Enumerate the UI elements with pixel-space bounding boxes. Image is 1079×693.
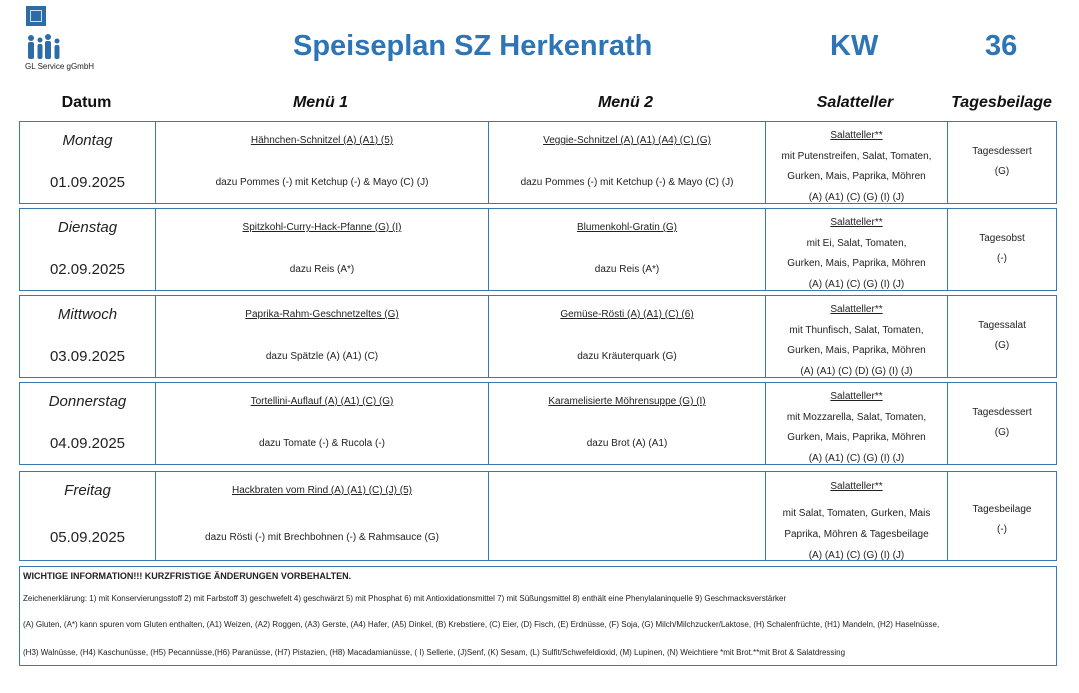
menu1-dish: Tortellini-Auflauf (A) (A1) (C) (G): [250, 396, 394, 407]
day-name: Dienstag: [57, 219, 118, 236]
menu1-dish: Hackbraten vom Rind (A) (A1) (C) (J) (5): [231, 485, 413, 496]
salad-line: mit Thunfisch, Salat, Tomaten,: [789, 324, 924, 336]
day-date: 04.09.2025: [49, 435, 126, 452]
menu1-side: dazu Tomate (-) & Rucola (-): [259, 438, 385, 449]
day-date: 05.09.2025: [49, 529, 126, 546]
salad-line: mit Ei, Salat, Tomaten,: [806, 237, 907, 249]
extra-allergens: (G): [994, 166, 1010, 177]
salad-title: Salatteller**: [830, 304, 883, 315]
week-number: 36: [985, 30, 1018, 62]
column-header-salad: Salatteller: [816, 94, 894, 111]
menu2-side: dazu Brot (A) (A1): [586, 438, 668, 449]
menu2-dish: Gemüse-Rösti (A) (A1) (C) (6): [560, 309, 694, 320]
menu2-side: dazu Kräuterquark (G): [577, 351, 677, 362]
salad-line: (A) (A1) (C) (G) (I) (J): [808, 278, 905, 290]
extra-allergens: (G): [994, 340, 1010, 351]
salad-cell: [765, 296, 947, 377]
menu2-dish: Blumenkohl-Gratin (G): [576, 222, 678, 233]
menu2-cell: [488, 122, 765, 203]
menu2-cell: [488, 383, 765, 464]
extra-name: Tagesdessert: [972, 407, 1032, 418]
salad-line: mit Putenstreifen, Salat, Tomaten,: [781, 150, 932, 162]
day-name: Montag: [62, 132, 113, 149]
info-line: (H3) Walnüsse, (H4) Kaschunüsse, (H5) Pecannüsse,(H6) Paranüsse, (H7) Pistazien, (H8) Macadamianüsse, ( I) Sellerie, (J)Senf, (K) Sesam, (L) Sulfit/Schwefeldioxid, (M) Lupinen, (N) Weichtiere *mit Brot.**mit Brot & Salatdressing: [23, 648, 846, 657]
extra-name: Tagessalat: [978, 320, 1026, 331]
salad-line: (A) (A1) (C) (G) (I) (J): [808, 550, 905, 561]
menu2-side: dazu Pommes (-) mit Ketchup (-) & Mayo (C) (J): [520, 177, 734, 188]
salad-cell: [765, 122, 947, 203]
menu1-cell: [155, 472, 488, 560]
menu2-cell: [488, 296, 765, 377]
salad-line: Gurken, Mais, Paprika, Möhren: [787, 171, 926, 182]
menu2-cell: [488, 209, 765, 290]
salad-line: Gurken, Mais, Paprika, Möhren: [787, 432, 926, 443]
day-name: Donnerstag: [48, 393, 127, 410]
extra-name: Tagesobst: [979, 233, 1025, 244]
menu1-side: dazu Reis (A*): [289, 264, 355, 275]
menu2-cell: [488, 472, 765, 560]
salad-title: Salatteller**: [830, 391, 883, 402]
salad-line: mit Salat, Tomaten, Gurken, Mais: [782, 508, 931, 519]
salad-title: Salatteller**: [830, 481, 883, 492]
extra-cell: [947, 383, 1056, 464]
salad-line: (A) (A1) (C) (G) (I) (J): [808, 191, 905, 203]
date-cell: [20, 122, 155, 203]
day-name: Mittwoch: [57, 306, 118, 323]
menu1-cell: [155, 122, 488, 203]
day-row-friday: [19, 471, 1057, 561]
salad-line: mit Mozzarella, Salat, Tomaten,: [786, 411, 927, 423]
extra-name: Tagesbeilage: [972, 504, 1032, 515]
day-date: 01.09.2025: [49, 174, 126, 191]
company-name: GL Service gGmbH: [25, 62, 95, 71]
date-cell: [20, 209, 155, 290]
menu1-cell: [155, 383, 488, 464]
date-cell: [20, 383, 155, 464]
menu1-dish: Spitzkohl-Curry-Hack-Pfanne (G) (I): [242, 222, 402, 233]
date-cell: [20, 296, 155, 377]
info-box: [19, 566, 1057, 666]
salad-cell: [765, 472, 947, 560]
menu1-cell: [155, 296, 488, 377]
info-line: Zeichenerklärung: 1) mit Konservierungsstoff 2) mit Farbstoff 3) geschwefelt 4) geschwärzt 5) mit Phosphat 6) mit Antioxidationsmittel 7) mit Süßungsmittel 8) enthält eine Phenylalaninquelle 9) Geschmacksverstärker: [23, 594, 787, 603]
people-icon: [25, 34, 85, 60]
info-heading: WICHTIGE INFORMATION!!! KURZFRISTIGE ÄNDERUNGEN VORBEHALTEN.: [23, 571, 352, 581]
menu1-dish: Hähnchen-Schnitzel (A) (A1) (5): [250, 135, 394, 146]
salad-line: Gurken, Mais, Paprika, Möhren: [787, 345, 926, 356]
extra-name: Tagesdessert: [972, 146, 1032, 157]
salad-cell: [765, 209, 947, 290]
menu1-dish: Paprika-Rahm-Geschnetzeltes (G): [245, 309, 399, 320]
extra-allergens: (G): [994, 427, 1010, 438]
day-date: 02.09.2025: [49, 261, 126, 278]
column-header-date: Datum: [61, 94, 112, 111]
extra-cell: [947, 209, 1056, 290]
logo-emblem-icon: [26, 6, 46, 26]
menu2-side: dazu Reis (A*): [594, 264, 660, 275]
date-cell: [20, 472, 155, 560]
salad-line: (A) (A1) (C) (D) (G) (I) (J): [800, 365, 913, 377]
column-header-menu2: Menü 2: [597, 94, 654, 111]
menu1-side: dazu Rösti (-) mit Brechbohnen (-) & Rahmsauce (G): [205, 532, 439, 543]
day-date: 03.09.2025: [49, 348, 126, 365]
menu1-cell: [155, 209, 488, 290]
salad-line: Gurken, Mais, Paprika, Möhren: [787, 258, 926, 269]
day-row-thursday: [19, 382, 1057, 465]
extra-allergens: (-): [997, 524, 1007, 535]
salad-cell: [765, 383, 947, 464]
menu1-side: dazu Pommes (-) mit Ketchup (-) & Mayo (C) (J): [215, 177, 429, 188]
extra-cell: [947, 122, 1056, 203]
extra-cell: [947, 296, 1056, 377]
day-row-tuesday: [19, 208, 1057, 291]
salad-line: (A) (A1) (C) (G) (I) (J): [808, 452, 905, 464]
menu2-dish: Karamelisierte Möhrensuppe (G) (I): [548, 396, 706, 407]
menu1-side: dazu Spätzle (A) (A1) (C): [265, 351, 379, 362]
column-header-menu1: Menü 1: [292, 94, 349, 111]
day-row-wednesday: [19, 295, 1057, 378]
extra-cell: [947, 472, 1056, 560]
salad-title: Salatteller**: [830, 217, 883, 228]
column-header-side: Tagesbeilage: [951, 94, 1052, 111]
menu2-dish: Veggie-Schnitzel (A) (A1) (A4) (C) (G): [543, 135, 711, 146]
salad-line: Paprika, Möhren & Tagesbeilage: [784, 529, 929, 540]
page-title: Speiseplan SZ Herkenrath: [293, 30, 653, 62]
week-label: KW: [830, 30, 879, 62]
day-row-monday: [19, 121, 1057, 204]
info-line: (A) Gluten, (A*) kann spuren vom Gluten enthalten, (A1) Weizen, (A2) Roggen, (A3) Gerste, (A4) Hafer, (A5) Dinkel, (B) Krebstiere, (C) Eier, (D) Fisch, (E) Erdnüsse, (F) Soja, (G) Milch/Milchzucker/Laktose, (H) Schalenfrüchte, (H1) Mandeln, (H2) Haselnüsse,: [23, 620, 940, 629]
extra-allergens: (-): [997, 253, 1007, 264]
day-name: Freitag: [64, 482, 111, 499]
company-logo: [25, 6, 115, 71]
salad-title: Salatteller**: [830, 130, 883, 141]
